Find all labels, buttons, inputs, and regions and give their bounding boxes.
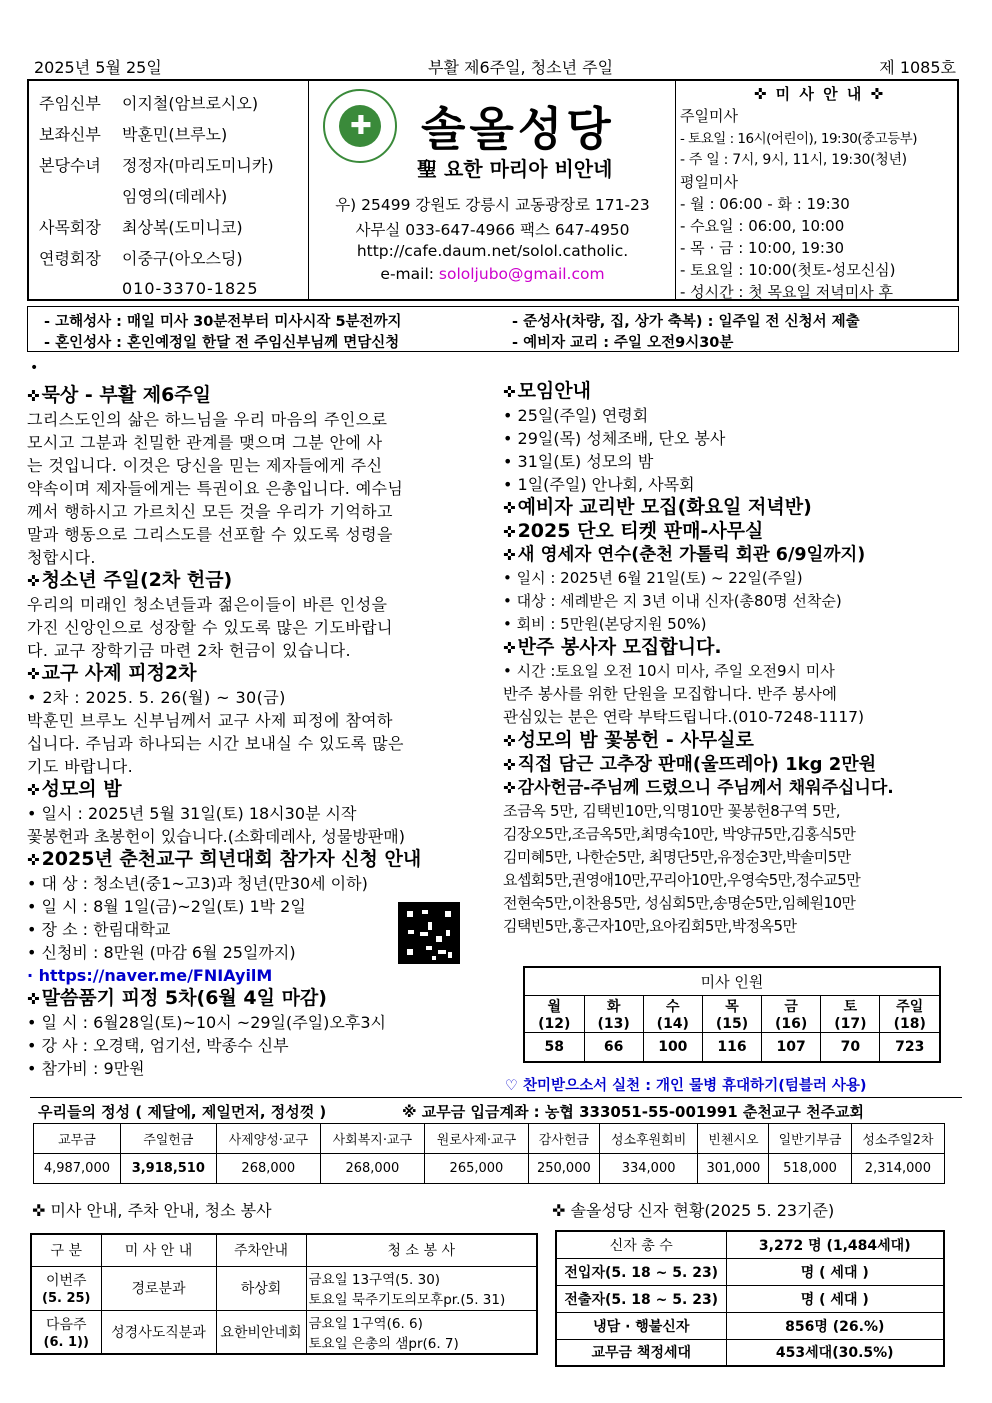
list-item: • 일 시 : 8월 1일(금)~2일(토) 1박 2일 <box>27 897 306 916</box>
offering-value: 265,000 <box>424 1154 528 1184</box>
attendance-count: 100 <box>643 1032 702 1062</box>
diamond-icon: ✜ <box>27 572 40 590</box>
day-header: 주일 (18) <box>880 995 940 1032</box>
diamond-icon: ✜ <box>27 990 40 1008</box>
offering-header: 교무금 <box>34 1124 121 1154</box>
day-header: 월 (12) <box>524 995 584 1032</box>
believers-title: ✜ 솔올성당 신자 현황(2025 5. 23기준) <box>552 1201 835 1220</box>
section-title: ✜ 성모의 밤 <box>27 778 122 800</box>
table-row: 교무금 책정세대 453세대(30.5%) <box>556 1339 944 1366</box>
offering-header: 빈첸시오 <box>698 1124 769 1154</box>
attendance-count: 116 <box>702 1032 761 1062</box>
list-item: • 25일(주일) 연령회 <box>503 406 649 425</box>
list-item: • 강 사 : 오경택, 엄기선, 박종수 신부 <box>27 1036 289 1055</box>
table-row: 냉담 · 행불신자 856명 (26.%) <box>556 1312 944 1339</box>
list-item: • 31일(토) 성모의 밤 <box>503 452 654 471</box>
parish-email[interactable]: sololjubo@gmail.com <box>438 265 605 283</box>
stray-bullet: • <box>30 360 39 376</box>
list-item: • 시간 :토요일 오전 10시 미사, 주일 오전9시 미사 <box>503 662 835 680</box>
diamond-icon: ✜ <box>552 1201 566 1220</box>
list-item: • 일시 : 2025년 6월 21일(토) ~ 22일(주일) <box>503 569 803 587</box>
service-header: 주차안내 <box>216 1234 306 1266</box>
section-title: ✜ 교구 사제 피정2차 <box>27 662 197 684</box>
attendance-count: 723 <box>880 1032 940 1062</box>
section-title: ✜ 반주 봉사자 모집합니다. <box>503 636 722 658</box>
list-item: • 참가비 : 9만원 <box>27 1059 145 1078</box>
section-title: ✜ 감사헌금-주님께 드렸으니 주님께서 채워주십니다. <box>503 778 894 798</box>
donor-line: 요셉회5만,권영애10만,꾸리아10만,우영숙5만,정수교5만 <box>503 871 861 889</box>
section-title: ✜ 모임안내 <box>503 380 591 402</box>
list-item: • 일시 : 2025년 5월 31일(토) 18시30분 시작 <box>27 804 357 823</box>
section-title: ✜ 말씀품기 피정 5차(6월 4일 마감) <box>27 987 327 1009</box>
diamond-icon: ✜ <box>32 1201 46 1220</box>
diamond-icon: ✜ <box>503 499 516 517</box>
notice-item: - 혼인성사 : 혼인예정일 한달 전 주임신부님께 면담신청 <box>44 335 400 351</box>
diamond-icon: ✜ <box>27 781 40 799</box>
attendance-count: 70 <box>821 1032 880 1062</box>
clergy-row: 임영의(데레사) <box>122 187 228 206</box>
mass-schedule-line: - 목 · 금 : 10:00, 19:30 <box>680 239 845 257</box>
diamond-icon: ✜ <box>503 523 516 541</box>
right-column <box>503 380 953 938</box>
list-item: • 회비 : 5만원(본당지원 50%) <box>503 615 707 633</box>
table-title: 미사 인원 <box>524 967 940 995</box>
attendance-count: 66 <box>584 1032 643 1062</box>
list-item: 꽃봉헌과 초봉헌이 있습니다.(소화데레사, 성물방판매) <box>27 827 405 846</box>
offering-header: 일반기부금 <box>769 1124 851 1154</box>
notice-item: - 고해성사 : 매일 미사 30분전부터 미사시작 5분전까지 <box>44 314 402 330</box>
mass-schedule-line: 평일미사 <box>680 173 738 191</box>
offering-header: 사회복지·교구 <box>320 1124 424 1154</box>
section-title: ✜ 새 영세자 연수(춘천 가톨릭 회관 6/9일까지) <box>503 545 866 565</box>
laudato-si-note: ♡ 찬미받으소서 실천 : 개인 물병 휴대하기(텀블러 사용) <box>505 1078 867 1094</box>
clergy-row: 연령회장 이중구(아오스딩) <box>39 249 243 268</box>
table-row: 전입자(5. 18 ~ 5. 23) 명 ( 세대 ) <box>556 1258 944 1285</box>
attendance-count: 58 <box>524 1032 584 1062</box>
list-item: • 신청비 : 8만원 (마감 6월 25일까지) <box>27 943 296 962</box>
offering-value: 334,000 <box>599 1154 698 1184</box>
mass-attendance-table <box>523 966 941 1063</box>
section-title: ✜ 2025 단오 티켓 판매-사무실 <box>503 520 764 542</box>
day-header: 목 (15) <box>702 995 761 1032</box>
section-title: ✜ 청소년 주일(2차 헌금) <box>27 569 233 591</box>
diamond-icon: ✜ <box>503 732 516 750</box>
diamond-icon: ✜ <box>503 383 516 401</box>
table-row: 신자 총 수 3,272 명 (1,484세대) <box>556 1231 944 1258</box>
offering-value: 518,000 <box>769 1154 851 1184</box>
service-header: 구 분 <box>31 1234 101 1266</box>
offering-title: 우리들의 정성 ( 제달에, 제일먼저, 정성껏 ) ※ 교무금 입금계좌 : 농협 333051-55-001991 춘천교구 천주교회 <box>38 1103 865 1121</box>
offering-header: 성소후원회비 <box>599 1124 698 1154</box>
donor-line: 김미혜5만, 나한순5만, 최명단5만,유정순3만,박솔미5만 <box>503 848 851 866</box>
offering-header: 사제양성·교구 <box>216 1124 320 1154</box>
diamond-icon: ✜ <box>27 851 40 869</box>
left-column <box>27 384 487 1080</box>
youth-sunday-text: 우리의 미래인 청소년들과 젊은이들이 바른 인성을 가진 신앙인으로 성장할 수 있도록 많은 기도바랍니 다. 교구 장학기금 마련 2차 헌금이 있습니다. <box>27 595 393 660</box>
list-item: • 29일(목) 성체조배, 단오 봉사 <box>503 429 726 448</box>
day-header: 화 (13) <box>584 995 643 1032</box>
section-title: ✜ 예비자 교리반 모집(화요일 저녁반) <box>503 496 812 518</box>
service-title: ✜ 미사 안내, 주차 안내, 청소 봉사 <box>32 1201 272 1220</box>
table-row: 이번주 (5. 25) 경로분과 하상회 금요일 13구역(5. 30) 토요일 묵주기도의모후pr.(5. 31) <box>31 1266 537 1310</box>
offering-table <box>33 1123 945 1184</box>
mass-schedule-line: - 성시간 : 첫 목요일 저녁미사 후 <box>680 283 893 301</box>
mass-schedule <box>676 81 959 299</box>
clergy-row: 본당수녀 정정자(마리도미니카) <box>39 156 274 175</box>
priest-retreat-text: • 2차 : 2025. 5. 26(월) ~ 30(금) 박훈민 브루노 신부님께서 교구 사제 피정에 참여하 십니다. 주님과 하나되는 시간 보내실 수 있도록 많은 기도 바랍니다. <box>27 688 404 776</box>
table-row: 전출자(5. 18 ~ 5. 23) 명 ( 세대 ) <box>556 1285 944 1312</box>
service-header: 미 사 안 내 <box>101 1234 216 1266</box>
clergy-list <box>29 81 309 299</box>
cross-icon: ✚ <box>350 111 372 141</box>
day-header: 금 (16) <box>762 995 821 1032</box>
believers-table <box>555 1230 945 1367</box>
list-item: • 대 상 : 청소년(중1~고3)과 청년(만30세 이하) <box>27 874 368 893</box>
mass-schedule-line: - 월 : 06:00 - 화 : 19:30 <box>680 195 850 213</box>
account-info: ※ 교무금 입금계좌 : 농협 333051-55-001991 춘천교구 천주교회 <box>402 1103 865 1121</box>
clergy-row: 사목회장 최상복(도미니코) <box>39 218 243 237</box>
qr-code[interactable] <box>398 902 460 964</box>
table-row: 다음주 (6. 1)) 성경사도직분과 요한비안네회 금요일 1구역(6. 6) 토요일 은총의 샘pr(6. 7) <box>31 1310 537 1354</box>
notice-item: - 준성사(차량, 집, 상가 축복) : 일주일 전 신청서 제출 <box>512 314 860 330</box>
day-header: 토 (17) <box>821 995 880 1032</box>
parish-identity <box>309 81 676 299</box>
offering-value: 4,987,000 <box>34 1154 121 1184</box>
list-item: • 일 시 : 6월28일(토)~10시 ~29일(주일)오후3시 <box>27 1013 386 1032</box>
notice-item: - 예비자 교리 : 주일 오전9시30분 <box>512 335 734 351</box>
diamond-icon: ✜ <box>27 665 40 683</box>
service-header: 청 소 봉 사 <box>306 1234 537 1266</box>
clergy-row: 010-3370-1825 <box>122 279 259 298</box>
diamond-icon: ✜ <box>503 546 516 564</box>
registration-link[interactable]: · https://naver.me/FNIAyilM <box>27 966 273 985</box>
diamond-icon: ✜ <box>503 639 516 657</box>
parish-name: 솔올성당 <box>421 102 615 156</box>
parish-website[interactable]: http://cafe.daum.net/solol.catholic. <box>356 242 629 260</box>
mass-schedule-line: - 토요일 : 10:00(첫토-성모신심) <box>680 261 896 279</box>
list-item: • 1일(주일) 안나회, 사목회 <box>503 475 695 494</box>
clergy-row: 주임신부 이지철(암브로시오) <box>39 94 259 113</box>
attendance-count: 107 <box>762 1032 821 1062</box>
offering-header: 감사헌금 <box>528 1124 599 1154</box>
service-table <box>30 1233 538 1355</box>
section-title: ✜ 성모의 밤 꽃봉헌 - 사무실로 <box>503 729 754 751</box>
parish-phone: 사무실 033-647-4966 팩스 647-4950 <box>355 221 630 239</box>
clergy-row: 보좌신부 박훈민(브루노) <box>39 125 228 144</box>
offering-header: 성소주일2차 <box>851 1124 944 1154</box>
donor-line: 김택빈5만,홍근자10만,요아킴회5만,박정옥5만 <box>503 917 797 935</box>
offering-divider <box>30 1097 962 1098</box>
parish-email-row: e-mail: sololjubo@gmail.com <box>380 265 605 283</box>
liturgical-day: 부활 제6주일, 청소년 주일 <box>428 58 614 77</box>
donor-line: 조금옥 5만, 김택빈10만,익명10만 꽃봉헌8구역 5만, <box>503 802 841 820</box>
list-item: 반주 봉사를 위한 단원을 모집합니다. 반주 봉사에 <box>503 685 837 703</box>
parish-logo <box>323 89 397 163</box>
list-item: 관심있는 분은 연락 부탁드립니다.(010-7248-1117) <box>503 708 865 726</box>
diamond-icon: ✜ <box>503 756 516 774</box>
mass-schedule-title: ✜ 미 사 안 내 ✜ <box>753 85 886 103</box>
mass-schedule-line: - 토요일 : 16시(어린이), 19:30(중고등부) <box>680 131 917 147</box>
list-item: • 장 소 : 한림대학교 <box>27 920 171 939</box>
masthead <box>27 79 959 301</box>
section-title: ✜ 묵상 - 부활 제6주일 <box>27 384 212 406</box>
mass-schedule-line: - 수요일 : 06:00, 10:00 <box>680 217 845 235</box>
donor-line: 전현숙5만,이찬용5만, 성심회5만,송명순5만,임혜원10만 <box>503 894 856 912</box>
issue-number: 제 1085호 <box>879 58 956 77</box>
donor-line: 김장오5만,조금옥5만,최명숙10만, 박양규5만,김홍식5만 <box>503 825 856 843</box>
offering-header: 주일헌금 <box>120 1124 216 1154</box>
section-title: ✜ 2025년 춘천교구 희년대회 참가자 신청 안내 <box>27 848 422 870</box>
offering-value: 268,000 <box>216 1154 320 1184</box>
diamond-icon: ✜ <box>503 779 516 797</box>
day-header: 수 (14) <box>643 995 702 1032</box>
parish-address: 우) 25499 강원도 강릉시 교동광장로 171-23 <box>335 196 650 214</box>
mass-schedule-line: 주일미사 <box>680 107 738 125</box>
offering-value: 2,314,000 <box>851 1154 944 1184</box>
list-item: • 대상 : 세례받은 지 3년 이내 신자(총80명 선착순) <box>503 592 842 610</box>
mass-schedule-line: - 주 일 : 7시, 9시, 11시, 19:30(청년) <box>680 152 907 168</box>
offering-value: 3,918,510 <box>120 1154 216 1184</box>
offering-value: 250,000 <box>528 1154 599 1184</box>
meditation-text: 그리스도인의 삶은 하느님을 우리 마음의 주인으로 모시고 그분과 친밀한 관계를 맺으며 그분 안에 사 는 것입니다. 이것은 당신을 믿는 제자들에게 주신 약속이며 제자들에게는 특권이요 은총입니다. 예수님 께서 행하시고 가르치신 모든 것을 우리가 기억하고 말과 행동으로 그리스도를 선포할 수 있도록 성령을 청합시다. <box>27 410 404 567</box>
offering-header: 원로사제·교구 <box>424 1124 528 1154</box>
offering-value: 301,000 <box>698 1154 769 1184</box>
issue-date: 2025년 5월 25일 <box>34 58 162 77</box>
parish-patron: 聖 요한 마리아 비안네 <box>417 157 613 181</box>
section-title: ✜ 직접 담근 고추장 판매(울뜨레아) 1kg 2만원 <box>503 754 877 775</box>
diamond-icon: ✜ <box>27 387 40 405</box>
sacrament-notices <box>27 306 959 352</box>
offering-value: 268,000 <box>320 1154 424 1184</box>
